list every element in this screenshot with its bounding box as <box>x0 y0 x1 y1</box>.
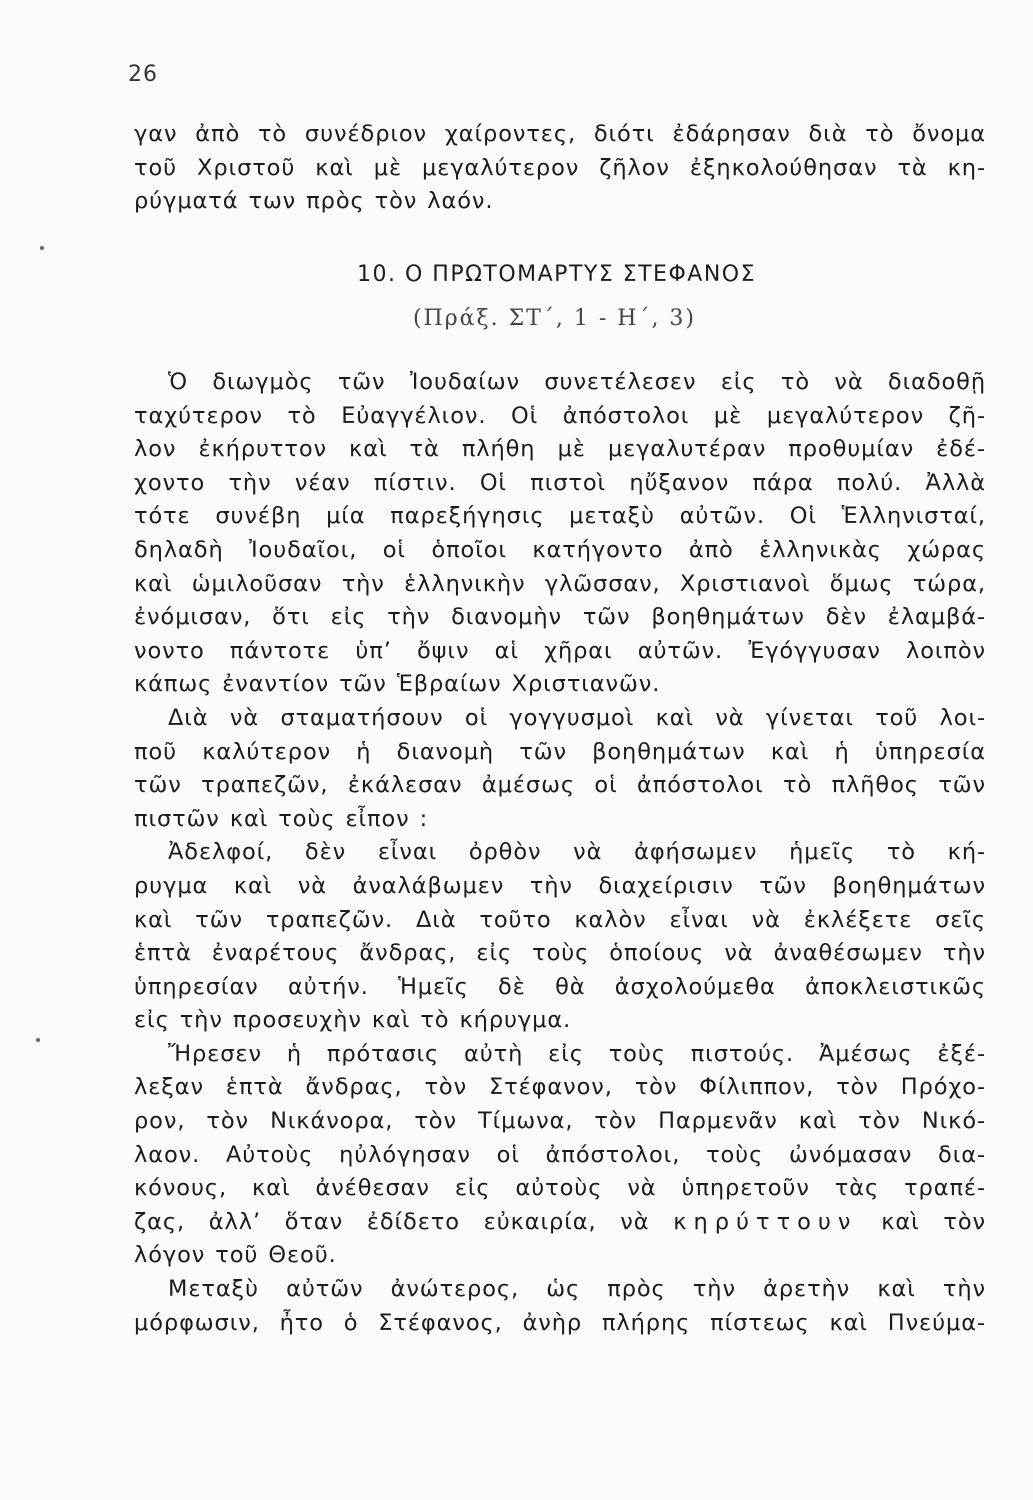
emphasized-word: κηρύττουν <box>673 1208 858 1235</box>
text-line: καὶ τῶν τραπεζῶν. Διὰ τοῦτο καλὸν εἶναι νὰ ἐκλέξετε σεῖς <box>134 906 986 933</box>
text-line: καὶ ὡμιλοῦσαν τὴν ἑλληνικὴν γλῶσσαν, Χριστιανοὶ ὅμως τώρα, <box>134 570 986 597</box>
text-line: χοντο τὴν νέαν πίστιν. Οἱ πιστοὶ ηὔξανον πάρα πολύ. Ἀλλὰ <box>134 469 986 496</box>
text-line: ρύγματά των πρὸς τὸν λαόν. <box>134 188 494 215</box>
text-line: ρον, τὸν Νικάνορα, τὸν Τίμωνα, τὸν Παρμενᾶν καὶ τὸν Νικό- <box>134 1108 986 1135</box>
text-line: μόρφωσιν, ἦτο ὁ Στέφανος, ἀνὴρ πλήρης πίστεως καὶ Πνεύμα- <box>134 1309 986 1336</box>
text-line: ἐνόμισαν, ὅτι εἰς τὴν διανομὴν τῶν βοηθημάτων δὲν ἐλαμβά- <box>134 604 986 631</box>
text-line-spaced <box>134 1206 986 1240</box>
text-line: κάπως ἐναντίον τῶν Ἑβραίων Χριστιανῶν. <box>134 671 661 698</box>
text-fragment: καὶ τὸν <box>857 1208 987 1235</box>
text-line: τοῦ Χριστοῦ καὶ μὲ μεγαλύτερον ζῆλον ἐξηκολούθησαν τὰ κη- <box>134 154 986 181</box>
section-reference: (Πράξ. ΣΤ΄, 1 - Η΄, 3) <box>412 306 697 331</box>
text-line: ταχύτερον τὸ Εὐαγγέλιον. Οἱ ἀπόστολοι μὲ μεγαλύτερον ζῆ- <box>134 402 986 429</box>
text-line: Ἀδελφοί, δὲν εἶναι ὀρθὸν νὰ ἀφήσωμεν ἡμεῖς τὸ κή- <box>168 839 986 866</box>
page-number: 26 <box>128 62 158 87</box>
text-line: ρυγμα καὶ νὰ ἀναλάβωμεν τὴν διαχείρισιν τῶν βοηθημάτων <box>134 872 986 899</box>
text-line: κόνους, καὶ ἀνέθεσαν εἰς αὐτοὺς νὰ ὑπηρετοῦν τὰς τραπέ- <box>134 1175 986 1202</box>
text-line: Μεταξὺ αὐτῶν ἀνώτερος, ὡς πρὸς τὴν ἀρετὴν καὶ τὴν <box>168 1276 986 1303</box>
text-line: ἑπτὰ ἐναρέτους ἄνδρας, εἰς τοὺς ὁποίους νὰ ἀναθέσωμεν τὴν <box>134 940 986 967</box>
text-line: Διὰ νὰ σταματήσουν οἱ γογγυσμοὶ καὶ νὰ γίνεται τοῦ λοι- <box>168 704 986 731</box>
text-line: λεξαν ἑπτὰ ἄνδρας, τὸν Στέφανον, τὸν Φίλιππον, τὸν Πρόχο- <box>134 1074 986 1101</box>
text-line: ποῦ καλύτερον ἡ διανομὴ τῶν βοηθημάτων καὶ ἡ ὑπηρεσία <box>134 738 986 765</box>
text-line: πιστῶν καὶ τοὺς εἶπον : <box>134 805 429 832</box>
text-line: λόγον τοῦ Θεοῦ. <box>134 1242 337 1269</box>
text-line: γαν ἀπὸ τὸ συνέδριον χαίροντες, διότι ἐδάρησαν διὰ τὸ ὄνομα <box>134 121 986 147</box>
text-line: λαον. Αὐτοὺς ηὐλόγησαν οἱ ἀπόστολοι, τοὺς ὠνόμασαν δια- <box>134 1141 986 1168</box>
text-line: Ὁ διωγμὸς τῶν Ἰουδαίων συνετέλεσεν εἰς τὸ νὰ διαδοθῇ <box>168 369 986 395</box>
text-line: ὑπηρεσίαν αὐτήν. Ἡμεῖς δὲ θὰ ἀσχολούμεθα ἀποκλειστικῶς <box>134 973 986 1000</box>
margin-speck <box>36 1038 40 1042</box>
section-heading: 10. Ο ΠΡΩΤΟΜΑΡΤΥΣ ΣΤΕΦΑΝΟΣ <box>356 262 756 287</box>
text-line: νοντο πάντοτε ὑπ’ ὄψιν αἱ χῆραι αὐτῶν. Ἐγόγγυσαν λοιπὸν <box>134 637 986 664</box>
text-line: τῶν τραπεζῶν, ἐκάλεσαν ἀμέσως οἱ ἀπόστολοι τὸ πλῆθος τῶν <box>134 772 986 799</box>
text-line: λον ἐκήρυττον καὶ τὰ πλήθη μὲ μεγαλυτέραν προθυμίαν ἐδέ- <box>134 436 986 463</box>
text-fragment: ζας, ἀλλ’ ὅταν ἐδίδετο εὐκαιρία, νὰ <box>134 1208 674 1235</box>
intro-text <box>134 118 986 219</box>
text-line: τότε συνέβη μία παρεξήγησις μεταξὺ αὐτῶν. Οἱ Ἑλληνισταί, <box>134 503 986 530</box>
text-line: δηλαδὴ Ἰουδαῖοι, οἱ ὁποῖοι κατήγοντο ἀπὸ ἑλληνικὰς χώρας <box>134 536 986 563</box>
text-line: εἰς τὴν προσευχὴν καὶ τὸ κήρυγμα. <box>134 1007 572 1034</box>
body-text <box>134 366 986 1340</box>
margin-speck <box>40 246 44 250</box>
text-line: Ἤρεσεν ἡ πρότασις αὐτὴ εἰς τοὺς πιστούς. Ἀμέσως ἐξέ- <box>168 1040 986 1067</box>
